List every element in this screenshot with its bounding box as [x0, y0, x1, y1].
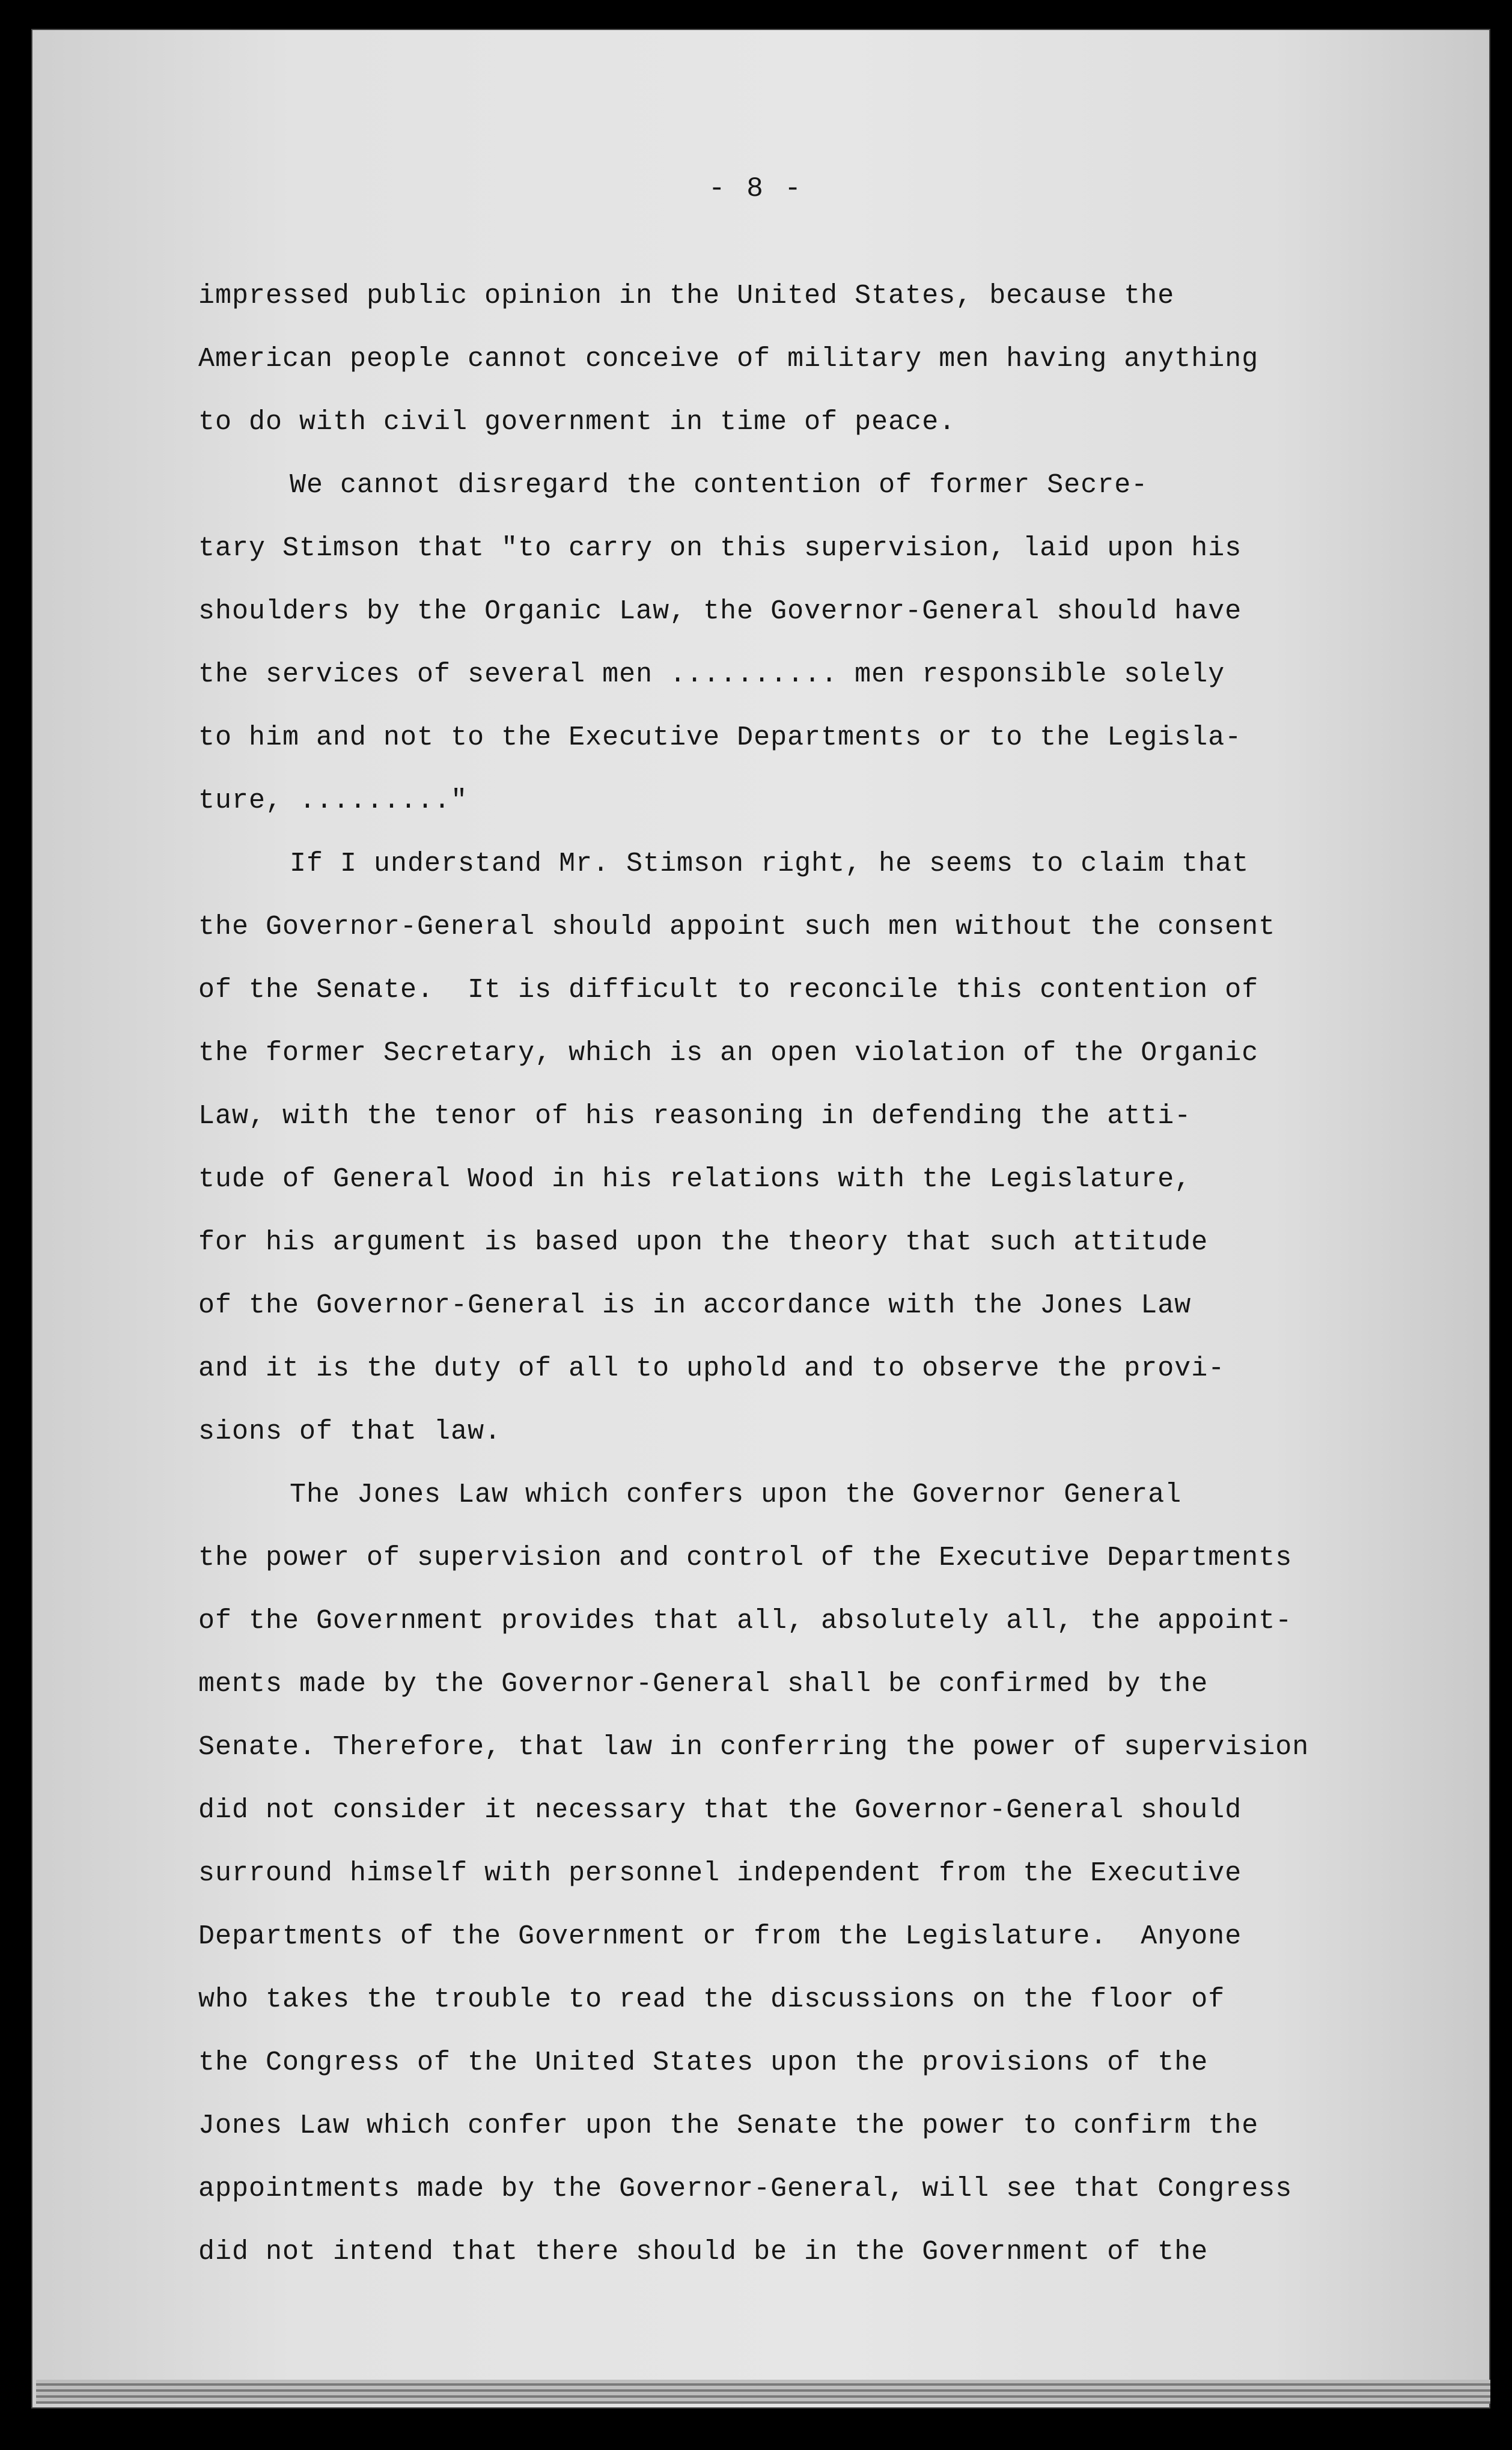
text-line: shoulders by the Organic Law, the Governor-General should have	[198, 596, 1242, 627]
body-text	[198, 264, 1424, 2284]
text-line: the Congress of the United States upon the provisions of the	[198, 2047, 1209, 2078]
text-line: Departments of the Government or from the Legislature. Anyone	[198, 1921, 1242, 1952]
text-line: and it is the duty of all to uphold and to observe the provi-	[198, 1353, 1225, 1384]
text-line: Law, with the tenor of his reasoning in defending the atti-	[198, 1101, 1192, 1132]
text-line: tude of General Wood in his relations with the Legislature,	[198, 1164, 1192, 1195]
text-line: Jones Law which confer upon the Senate the power to confirm the	[198, 2110, 1259, 2141]
text-line: impressed public opinion in the United States, because the	[198, 281, 1175, 311]
text-line: to do with civil government in time of peace.	[198, 407, 956, 437]
text-line: appointments made by the Governor-General, will see that Congress	[198, 2174, 1293, 2204]
text-line: sions of that law.	[198, 1416, 502, 1447]
text-line: surround himself with personnel independent from the Executive	[198, 1858, 1242, 1889]
text-line: for his argument is based upon the theory that such attitude	[198, 1227, 1209, 1258]
text-line: ments made by the Governor-General shall be confirmed by the	[198, 1669, 1209, 1699]
text-line: to him and not to the Executive Departments or to the Legisla-	[198, 722, 1242, 753]
text-line: the former Secretary, which is an open violation of the Organic	[198, 1038, 1259, 1068]
page-number: - 8 -	[708, 173, 804, 204]
text-line: If I understand Mr. Stimson right, he seems to claim that	[290, 849, 1249, 879]
text-line: who takes the trouble to read the discussions on the floor of	[198, 1984, 1225, 2015]
text-line: of the Senate. It is difficult to reconcile this contention of	[198, 975, 1259, 1005]
text-line: the services of several men .......... men responsible solely	[198, 659, 1225, 690]
text-line: Senate. Therefore, that law in conferring the power of supervision	[198, 1732, 1309, 1763]
text-line: ture, ........."	[198, 785, 468, 816]
text-line: American people cannot conceive of military men having anything	[198, 344, 1259, 374]
page-stack-edge	[36, 2380, 1490, 2404]
text-line: of the Government provides that all, absolutely all, the appoint-	[198, 1606, 1293, 1636]
text-line: did not intend that there should be in the Government of the	[198, 2237, 1209, 2267]
text-line: the Governor-General should appoint such men without the consent	[198, 912, 1276, 942]
text-line: The Jones Law which confers upon the Governor General	[290, 1479, 1182, 1510]
text-line: of the Governor-General is in accordance with the Jones Law	[198, 1290, 1192, 1321]
text-line: tary Stimson that "to carry on this supervision, laid upon his	[198, 533, 1242, 564]
text-line: We cannot disregard the contention of former Secre-	[290, 470, 1148, 501]
text-line: the power of supervision and control of the Executive Departments	[198, 1543, 1293, 1573]
text-line: did not consider it necessary that the Governor-General should	[198, 1795, 1242, 1826]
